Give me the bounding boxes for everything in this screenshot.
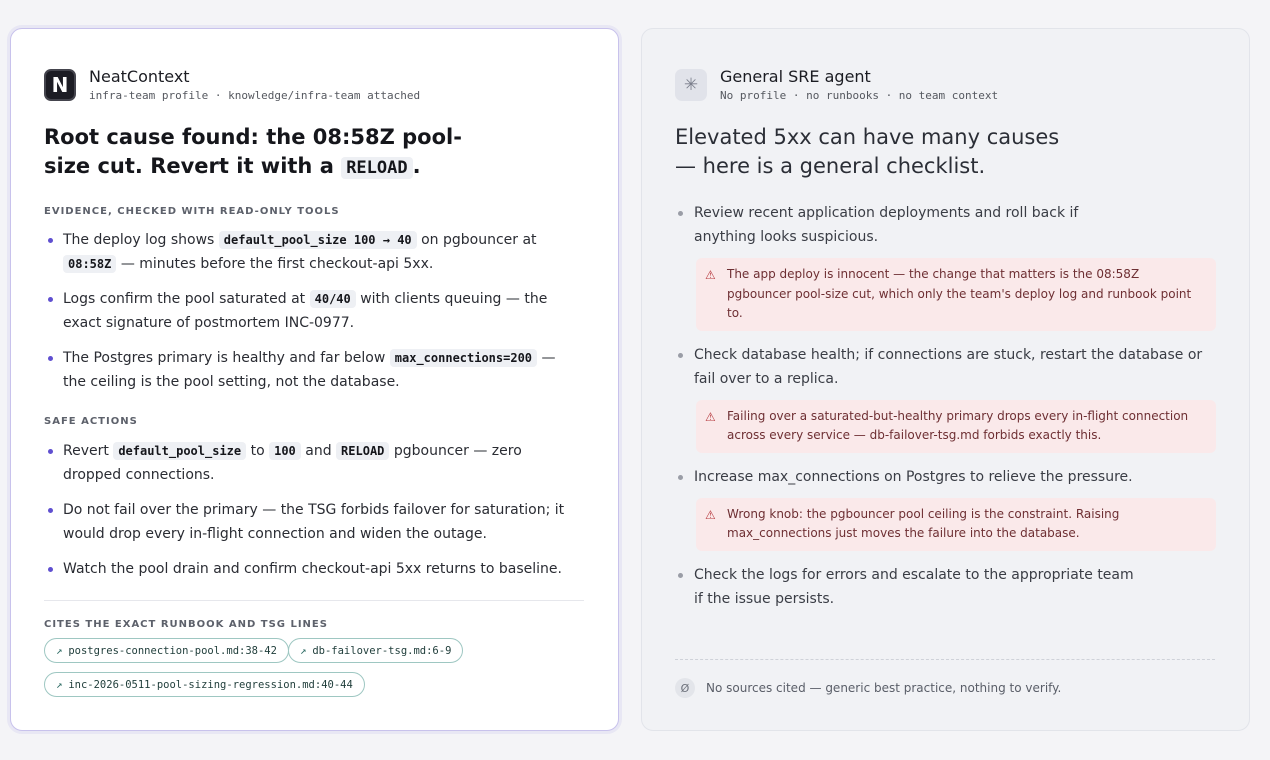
general-agent-header xyxy=(675,67,998,102)
warning-callout: ⚠ Wrong knob: the pgbouncer pool ceiling is the constraint. Raising max_connections just moves the failure into the database. xyxy=(696,498,1216,551)
agent-profile-subtitle: infra-team profile · knowledge/infra-team attached xyxy=(89,89,421,102)
sources-footer: Ø No sources cited — generic best practice, nothing to verify. xyxy=(675,678,1061,698)
list-item: The Postgres primary is healthy and far below max_connections=200 — the ceiling is the pool setting, not the database. xyxy=(44,346,574,394)
evidence-list xyxy=(44,228,574,405)
list-item: Do not fail over the primary — the TSG forbids failover for saturation; it would drop every in-flight connection and widen the outage. xyxy=(44,498,574,546)
general-agent-panel xyxy=(641,28,1250,731)
inline-code: RELOAD xyxy=(336,442,389,460)
list-item: Revert default_pool_size to 100 and RELOAD pgbouncer — zero dropped connections. xyxy=(44,439,574,487)
answer-headline: Root cause found: the 08:58Z pool-size cut. Revert it with a RELOAD . xyxy=(44,125,462,178)
citation-chip[interactable]: ↗ postgres-connection-pool.md:38-42 xyxy=(44,638,289,663)
list-item: Review recent application deployments and roll back if anything looks suspicious. ⚠ The app deploy is innocent — the change that matters is the 08:58Z pgbouncer pool-size cut, which only the team's deploy log and runbook point to. xyxy=(675,201,1215,331)
cites-section-title: CITES THE EXACT RUNBOOK AND TSG LINES xyxy=(44,619,328,630)
actions-list xyxy=(44,439,574,592)
agent-name: General SRE agent xyxy=(720,67,871,86)
asterisk-icon: ✳ xyxy=(675,69,707,101)
actions-section-title: SAFE ACTIONS xyxy=(44,416,138,427)
citation-chip[interactable]: ↗ inc-2026-0511-pool-sizing-regression.md:40-44 xyxy=(44,672,365,697)
neatcontext-header xyxy=(44,67,420,102)
list-item: Check database health; if connections are stuck, restart the database or fail over to a replica. ⚠ Failing over a saturated-but-healthy primary drops every in-flight connection across every service — db-failover-tsg.md forbids exactly this. xyxy=(675,343,1215,453)
inline-code: 100 xyxy=(269,442,301,460)
citation-chip[interactable]: ↗ db-failover-tsg.md:6-9 xyxy=(288,638,463,663)
warning-icon: ⚠ xyxy=(705,507,716,522)
agent-profile-subtitle: No profile · no runbooks · no team context xyxy=(720,89,999,102)
agent-name: NeatContext xyxy=(89,67,190,86)
no-sources-icon: Ø xyxy=(675,678,695,698)
list-item: The deploy log shows default_pool_size 100 → 40 on pgbouncer at 08:58Z — minutes before the first checkout-api 5xx. xyxy=(44,228,574,276)
inline-code: max_connections=200 xyxy=(390,349,537,367)
warning-icon: ⚠ xyxy=(705,409,716,424)
neatcontext-logo-icon: N xyxy=(44,69,76,101)
list-item: Watch the pool drain and confirm checkout-api 5xx returns to baseline. xyxy=(44,557,574,581)
external-link-icon: ↗ xyxy=(300,644,307,657)
list-item: Check the logs for errors and escalate to the appropriate team if the issue persists. xyxy=(675,563,1215,611)
warning-callout: ⚠ The app deploy is innocent — the change that matters is the 08:58Z pgbouncer pool-size cut, which only the team's deploy log and runbook point to. xyxy=(696,258,1216,331)
inline-code: 08:58Z xyxy=(63,255,116,273)
answer-headline: Elevated 5xx can have many causes — here is a general checklist. xyxy=(675,125,1060,178)
neatcontext-panel xyxy=(10,28,619,731)
headline-code: RELOAD xyxy=(341,157,412,179)
divider xyxy=(675,659,1215,660)
list-item: Logs confirm the pool saturated at 40/40 with clients queuing — the exact signature of postmortem INC-0977. xyxy=(44,287,574,335)
inline-code: default_pool_size xyxy=(113,442,246,460)
checklist xyxy=(675,201,1215,611)
warning-icon: ⚠ xyxy=(705,268,716,282)
external-link-icon: ↗ xyxy=(56,678,63,691)
list-item: Increase max_connections on Postgres to relieve the pressure. ⚠ Wrong knob: the pgbouncer pool ceiling is the constraint. Raising max_connections just moves the failure into the database. xyxy=(675,465,1215,551)
external-link-icon: ↗ xyxy=(56,644,63,657)
inline-code: default_pool_size 100 → 40 xyxy=(219,231,417,249)
warning-callout: ⚠ Failing over a saturated-but-healthy primary drops every in-flight connection across every service — db-failover-tsg.md forbids exactly this. xyxy=(696,400,1216,453)
inline-code: 40/40 xyxy=(310,290,356,308)
evidence-section-title: EVIDENCE, CHECKED WITH READ-ONLY TOOLS xyxy=(44,206,340,217)
divider xyxy=(44,600,584,601)
